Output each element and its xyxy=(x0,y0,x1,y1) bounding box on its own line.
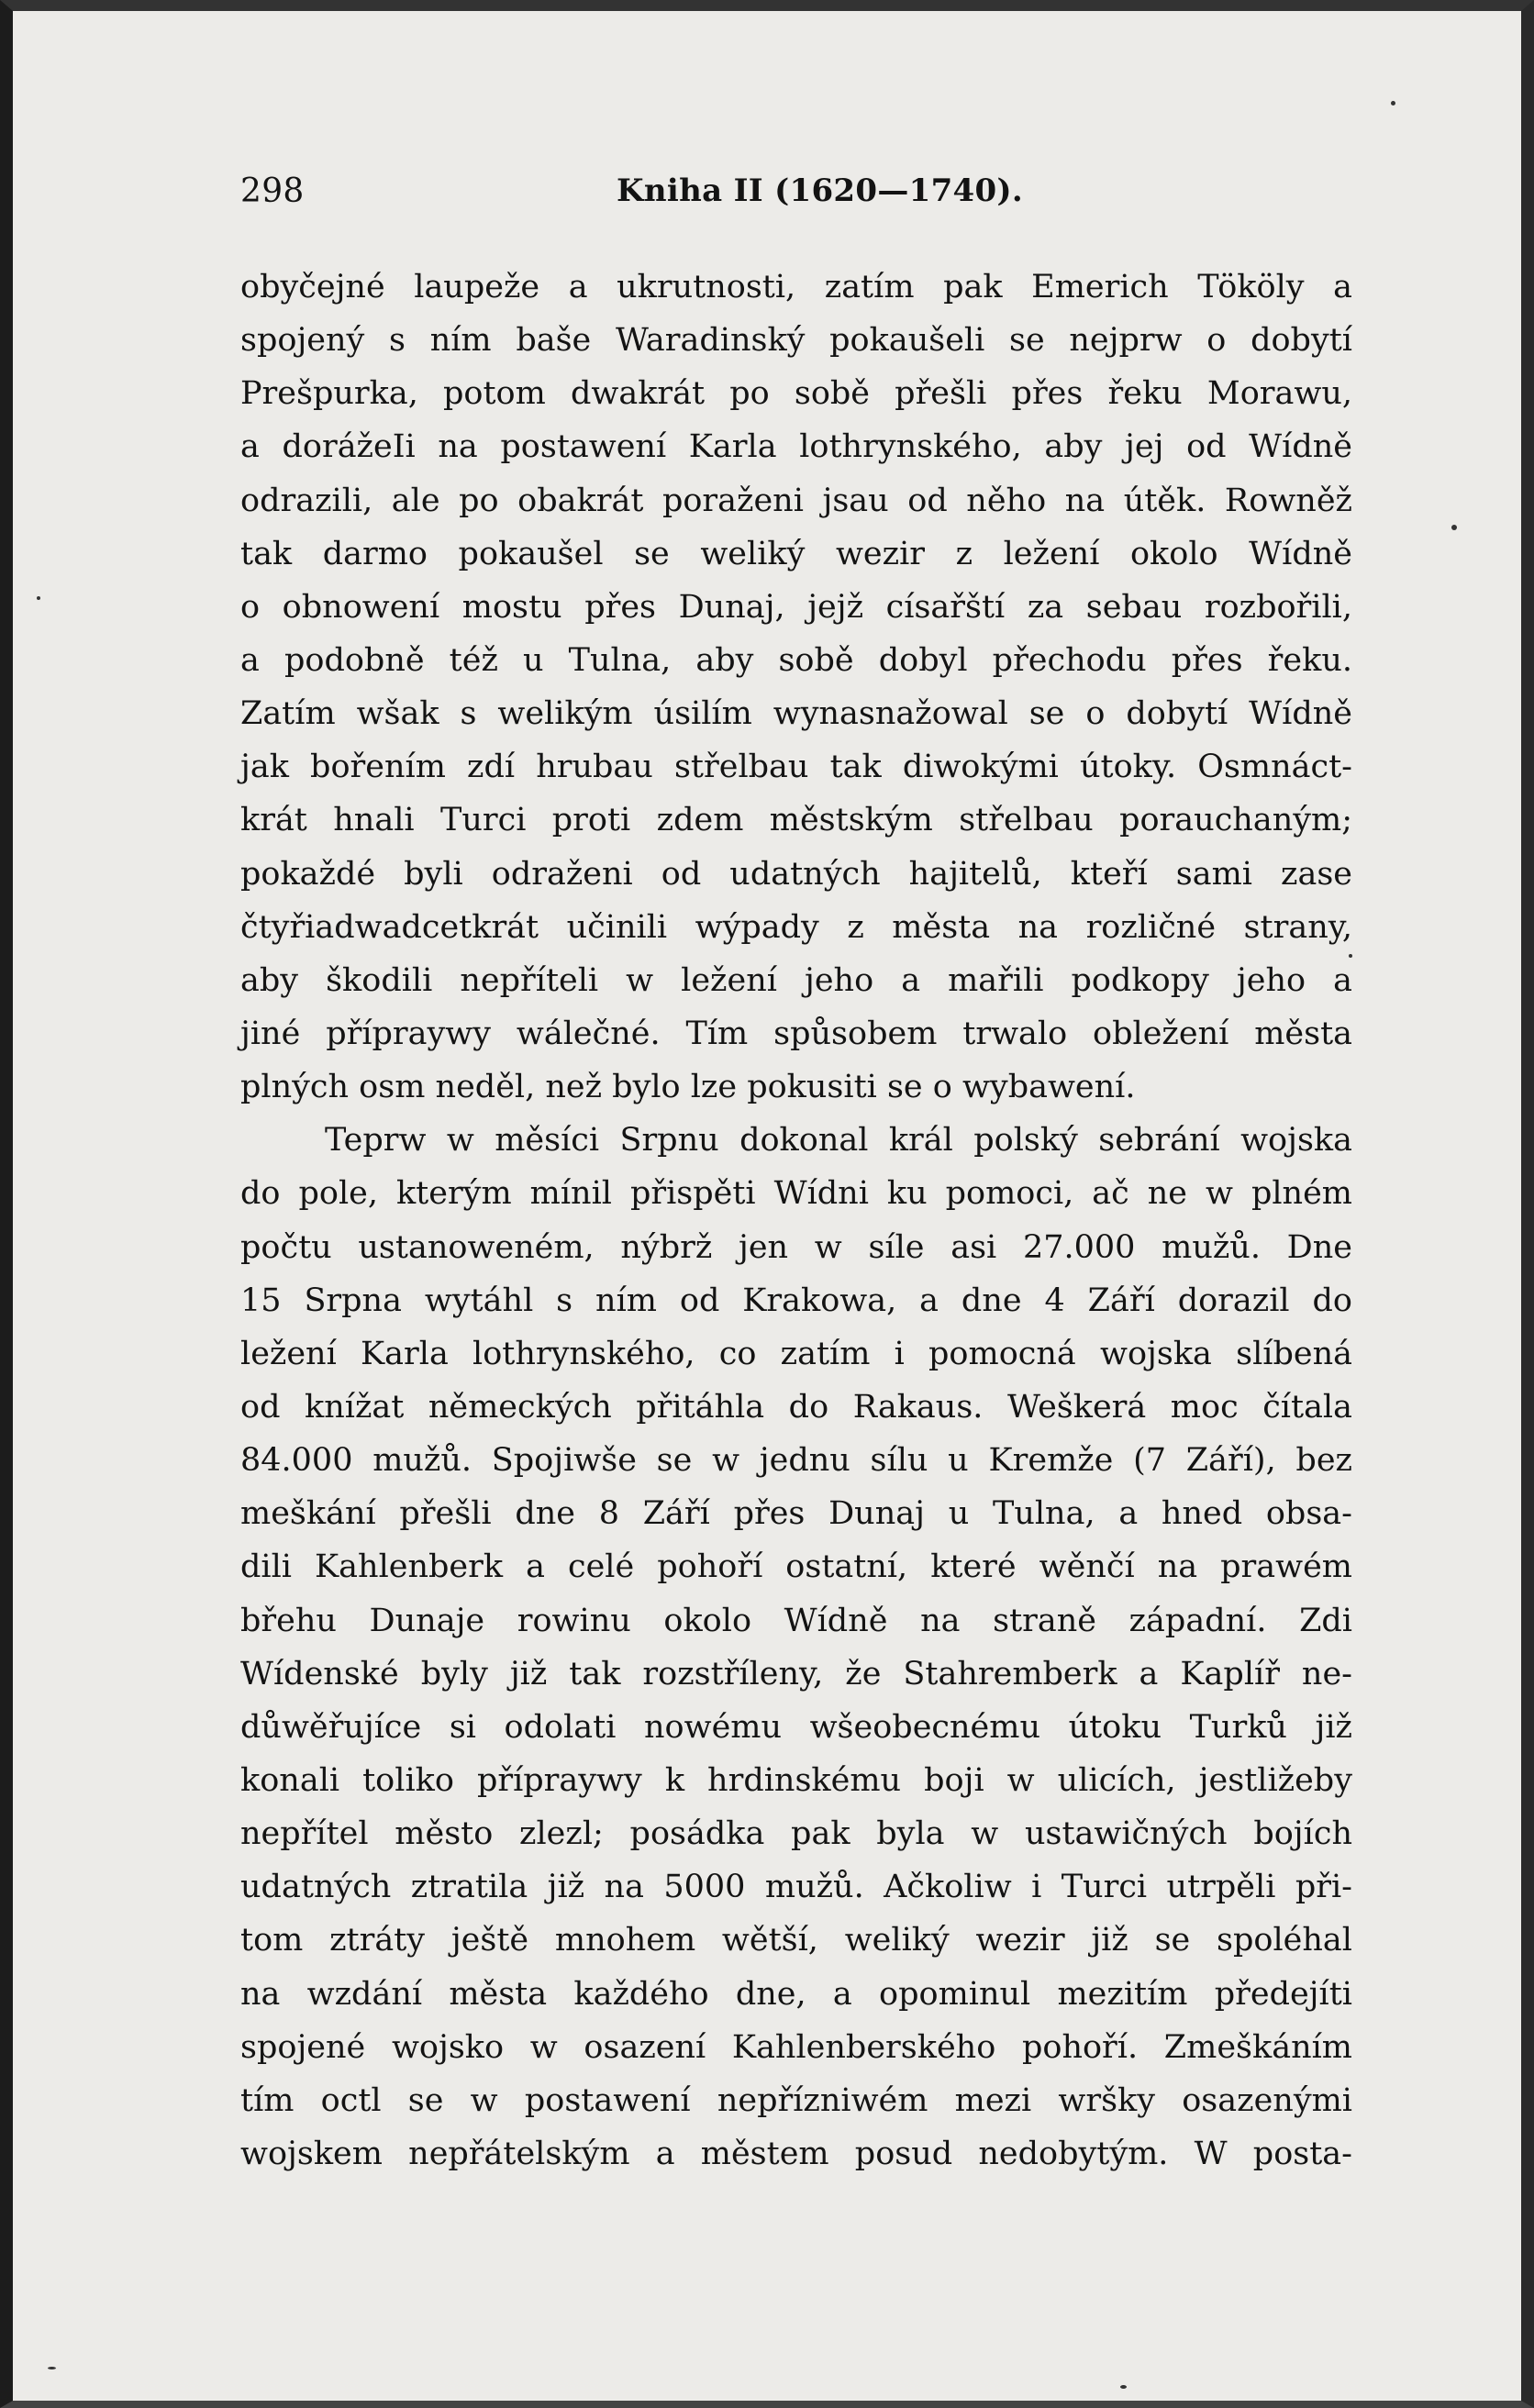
text-line: počtu ustanoweném, nýbrž jen w síle asi 27.000 mužů. Dne xyxy=(240,1228,1352,1266)
text-line: 84.000 mužů. Spojiwše se w jednu sílu u Kremže (7 Září), bez xyxy=(240,1442,1352,1480)
text-line: udatných ztratila již na 5000 mužů. Ačkoliw i Turci utrpěli při- xyxy=(240,1869,1352,1906)
text-line: na wzdání města každého dne, a opominul mezitím předejíti xyxy=(240,1975,1352,2013)
text-line: spojený s ním baše Waradinský pokaušeli se nejprw o dobytí xyxy=(240,322,1352,360)
text-line: krát hnali Turci proti zdem městským střelbau porauchaným; xyxy=(240,802,1352,839)
text-line: důwěřujíce si odolati nowému wšeobecnému útoku Turků již xyxy=(240,1708,1352,1746)
text-line: dili Kahlenberk a celé pohoří ostatní, které wěnčí na prawém xyxy=(240,1548,1352,1586)
text-line: ležení Karla lothrynského, co zatím i pomocná wojska slíbená xyxy=(240,1335,1352,1372)
scan-speck xyxy=(1391,101,1395,105)
text-line: jak bořením zdí hrubau střelbau tak diwokými útoky. Osmnáct- xyxy=(240,749,1352,786)
text-line: Teprw w měsíci Srpnu dokonal král polský sebrání wojska xyxy=(325,1122,1352,1160)
running-head xyxy=(240,167,1352,218)
text-line: tak darmo pokaušel se weliký wezir z ležení okolo Wídně xyxy=(240,535,1352,572)
page-number: 298 xyxy=(240,172,305,210)
text-line: tom ztráty ještě mnohem wětší, weliký wezir již se spoléhal xyxy=(240,1922,1352,1959)
text-line: aby škodili nepříteli w ležení jeho a mařili podkopy jeho a xyxy=(240,961,1352,999)
text-line: a podobně též u Tulna, aby sobě dobyl přechodu přes řeku. xyxy=(240,641,1352,679)
text-line: nepřítel město zlezl; posádka pak byla w ustawičných bojích xyxy=(240,1815,1352,1853)
text-line: Prešpurka, potom dwakrát po sobě přešli přes řeku Morawu, xyxy=(240,375,1352,413)
running-head-title: Kniha II (1620—1740). xyxy=(617,172,1023,209)
text-line: obyčejné laupeže a ukrutnosti, zatím pak Emerich Tököly a xyxy=(240,269,1352,305)
scan-speck xyxy=(48,2367,56,2369)
text-line: Zatím wšak s welikým úsilím wynasnažowal se o dobytí Wídně xyxy=(240,695,1352,733)
text-line: břehu Dunaje rowinu okolo Wídně na straně západní. Zdi xyxy=(240,1602,1352,1639)
scan-speck xyxy=(1451,525,1457,530)
text-line: čtyřiadwadcetkrát učinili wýpady z města na rozličné strany, xyxy=(240,908,1352,946)
text-line: spojené wojsko w osazení Kahlenberského pohoří. Zmeškáním xyxy=(240,2028,1352,2066)
text-line: odrazili, ale po obakrát poraženi jsau od něho na útěk. Rowněž xyxy=(240,482,1352,519)
text-line: konali toliko přípraywy k hrdinskému boji w ulicích, jestližeby xyxy=(240,1761,1352,1799)
text-line: o obnowení mostu přes Dunaj, jejž císařští za sebau rozbořili, xyxy=(240,588,1352,626)
text-line: plných osm neděl, než bylo lze pokusiti se o wybawení. xyxy=(240,1069,1136,1106)
text-line: wojskem nepřátelským a městem posud nedobytým. W posta- xyxy=(240,2135,1352,2172)
scan-speck xyxy=(37,596,40,600)
text-line: tím octl se w postawení nepřízniwém mezi wršky osazenými xyxy=(240,2081,1352,2119)
text-line: jiné přípraywy wálečné. Tím spůsobem trwalo obležení města xyxy=(240,1015,1352,1052)
text-line: a dorážeIi na postawení Karla lothrynského, aby jej od Wídně xyxy=(240,428,1352,466)
scan-speck xyxy=(1120,2385,1127,2389)
text-line: pokaždé byli odraženi od udatných hajitelů, kteří sami zase xyxy=(240,855,1352,893)
text-line: od knížat německých přitáhla do Rakaus. Weškerá moc čítala xyxy=(240,1388,1352,1426)
body-text xyxy=(240,261,1352,2181)
text-line: meškání přešli dne 8 Září přes Dunaj u Tulna, a hned obsa- xyxy=(240,1495,1352,1533)
text-line: do pole, kterým mínil přispěti Wídni ku pomoci, ač ne w plném xyxy=(240,1175,1352,1213)
text-line: Wídenské byly již tak rozstříleny, že Stahremberk a Kaplíř ne- xyxy=(240,1655,1352,1692)
book-page xyxy=(240,167,1352,2172)
text-line: 15 Srpna wytáhl s ním od Krakowa, a dne 4 Září dorazil do xyxy=(240,1282,1352,1319)
